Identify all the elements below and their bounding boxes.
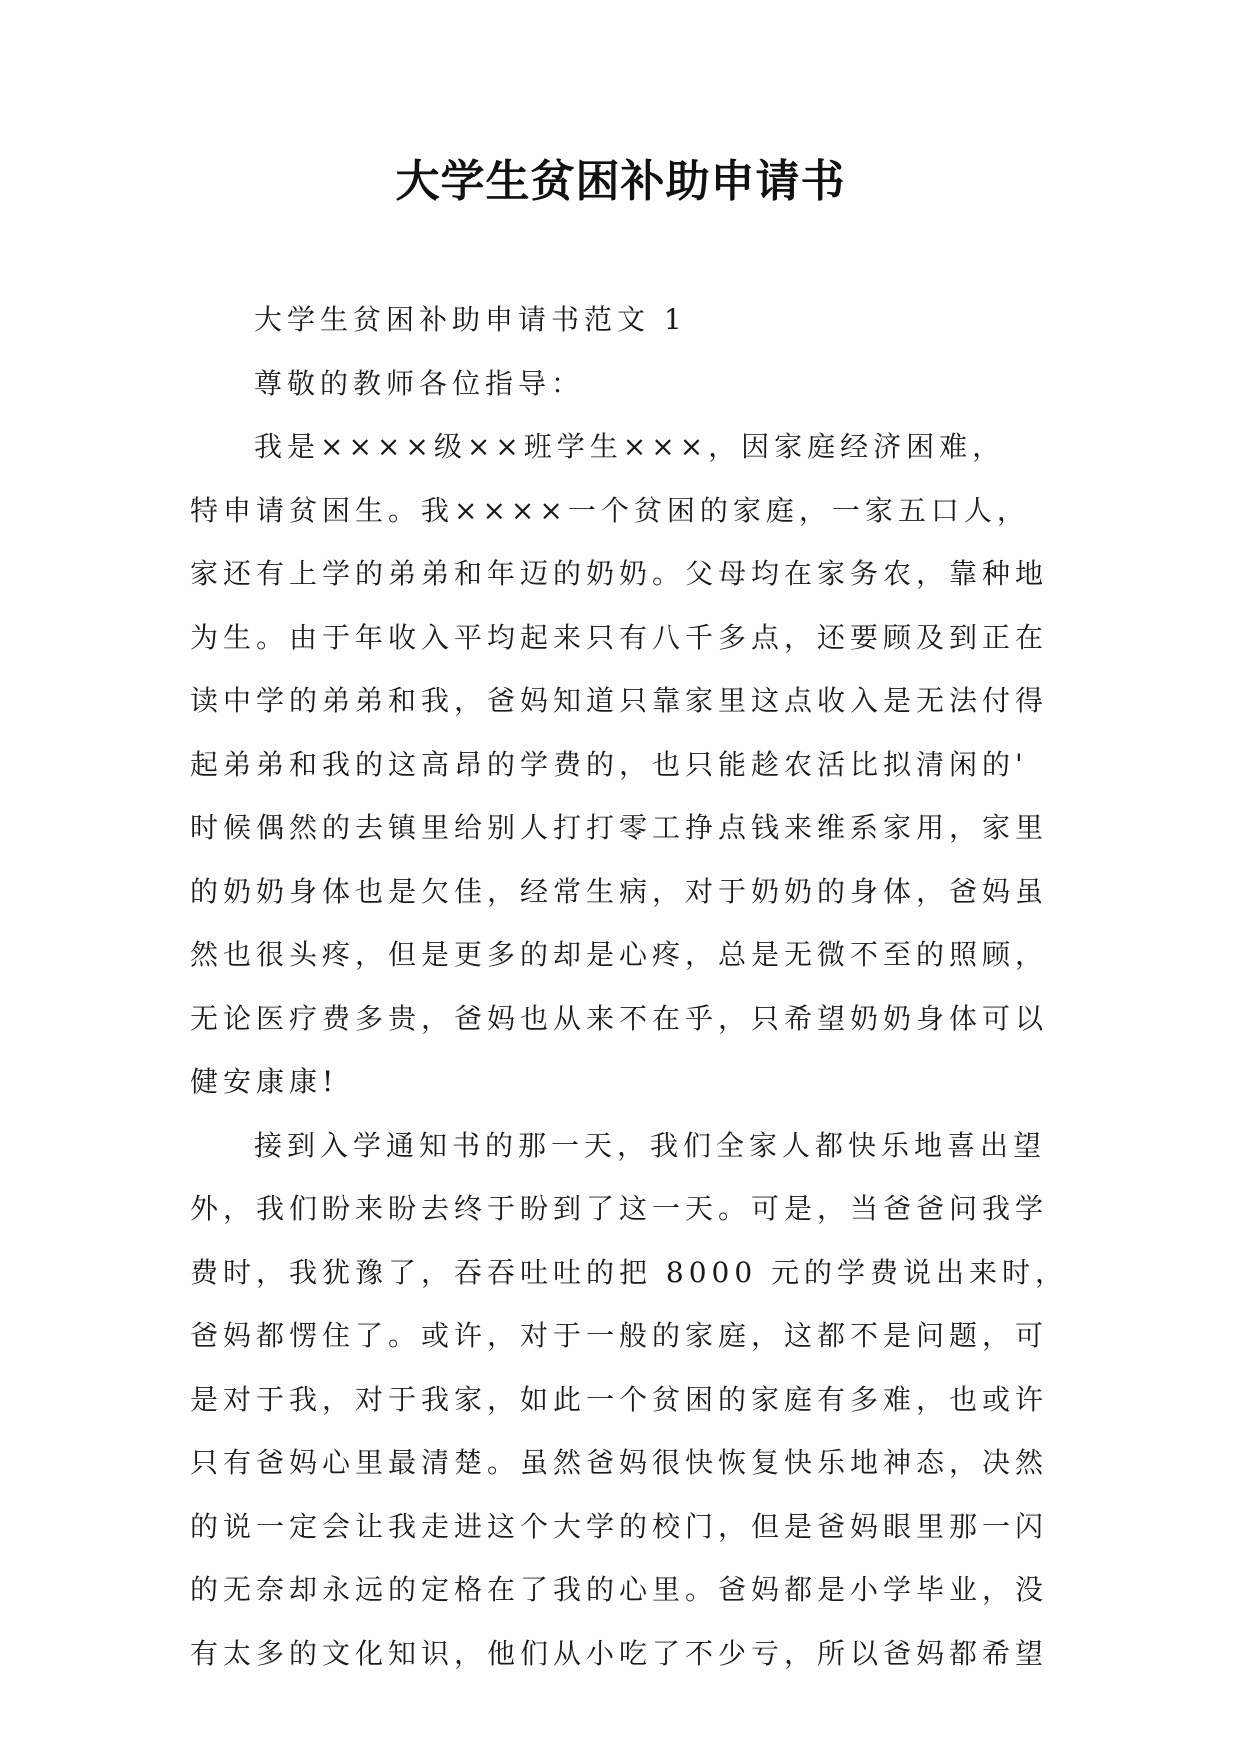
text-line: 外，我们盼来盼去终于盼到了这一天。可是，当爸爸问我学 — [190, 1192, 1049, 1225]
text-line: 特申请贫困生。我××××一个贫困的家庭，一家五口人， — [190, 493, 1030, 527]
text-line: 的无奈却永远的定格在了我的心里。爸妈都是小学毕业，没 — [190, 1573, 1049, 1606]
text-line: 的说一定会让我走进这个大学的校门，但是爸妈眼里那一闪 — [190, 1509, 1049, 1543]
document-body — [190, 288, 1070, 1685]
text-line: 读中学的弟弟和我，爸妈知道只靠家里这点收入是无法付得 — [190, 684, 1049, 717]
text-line: 只有爸妈心里最清楚。虽然爸妈很快恢复快乐地神态，决然 — [190, 1446, 1049, 1479]
text-line: 接到入学通知书的那一天，我们全家人都快乐地喜出望 — [254, 1128, 1047, 1162]
text-line: 是对于我，对于我家，如此一个贫困的家庭有多难，也或许 — [190, 1382, 1049, 1416]
text-line: 为生。由于年收入平均起来只有八千多点，还要顾及到正在 — [190, 620, 1049, 654]
text-line: 尊敬的教师各位指导： — [254, 366, 585, 400]
text-line: 大学生贫困补助申请书范文 1 — [254, 303, 687, 336]
text-line: 费时，我犹豫了，吞吞吐吐的把 8000 元的学费说出来时， — [190, 1255, 1069, 1289]
text-line: 爸妈都愣住了。或许，对于一般的家庭，这都不是问题，可 — [190, 1319, 1049, 1352]
text-line: 家还有上学的弟弟和年迈的奶奶。父母均在家务农，靠种地 — [190, 557, 1049, 590]
text-line: 我是××××级××班学生×××，因家庭经济困难， — [254, 430, 1006, 463]
text-line: 有太多的文化知识，他们从小吃了不少亏，所以爸妈都希望 — [190, 1636, 1049, 1670]
text-line: 健安康康! — [190, 1065, 339, 1098]
text-line: 时候偶然的去镇里给别人打打零工挣点钱来维系家用，家里 — [190, 811, 1049, 844]
text-line: 然也很头疼，但是更多的却是心疼，总是无微不至的照顾， — [190, 938, 1049, 971]
text-line: 起弟弟和我的这高昂的学费的，也只能趁农活比拟清闲的' — [190, 747, 1028, 781]
text-line: 的奶奶身体也是欠佳，经常生病，对于奶奶的身体，爸妈虽 — [190, 874, 1049, 908]
document-title: 大学生贫困补助申请书 — [395, 156, 846, 207]
text-line: 无论医疗费多贵，爸妈也从来不在乎，只希望奶奶身体可以 — [190, 1001, 1049, 1035]
